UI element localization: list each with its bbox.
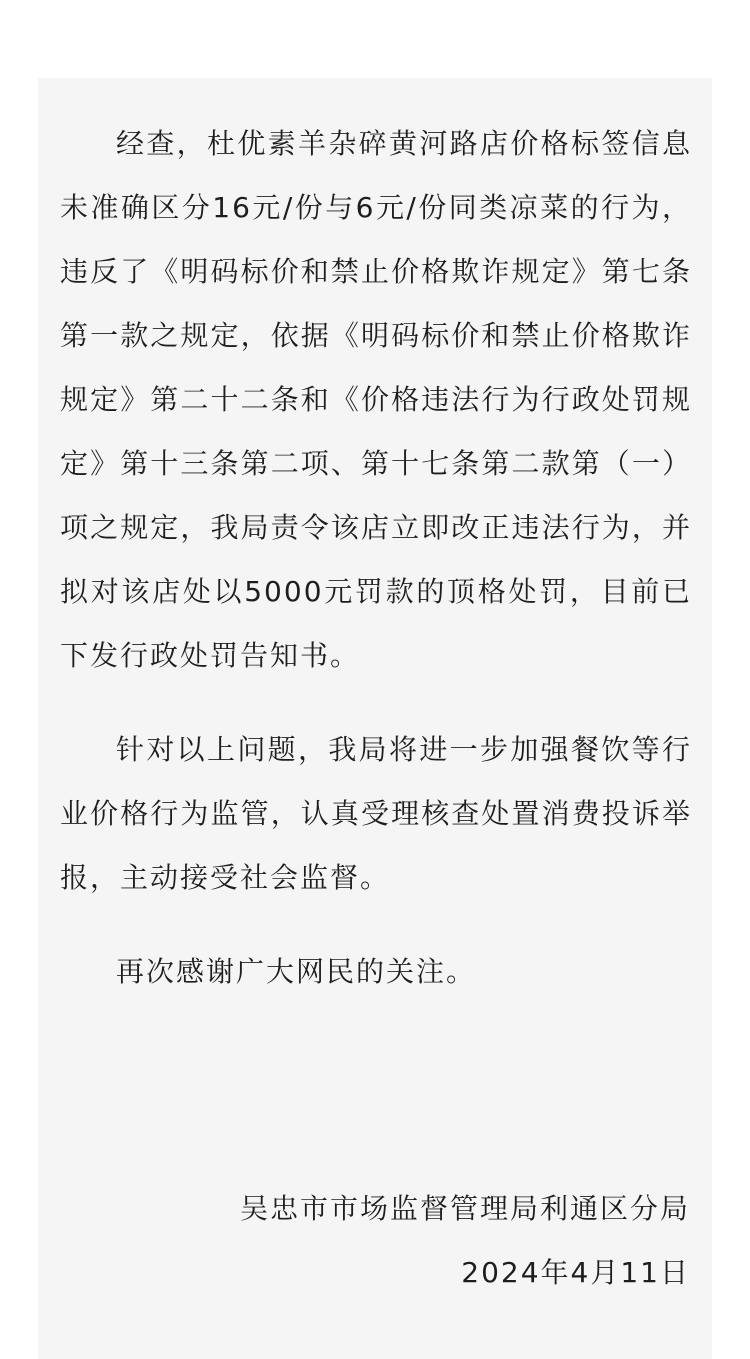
signature-block bbox=[240, 1177, 690, 1305]
paragraph-thanks: 再次感谢广大网民的关注。 bbox=[116, 955, 477, 988]
issue-date: 2024年4月11日 bbox=[461, 1256, 690, 1289]
issuing-organization: 吴忠市市场监督管理局利通区分局 bbox=[239, 1192, 690, 1225]
paragraph-investigation: 经查，杜优素羊杂碎黄河路店价格标签信息未准确区分16元/份与6元/份同类凉菜的行为，违反了《明码标价和禁止价格欺诈规定》第七条第一款之规定，依据《明码标价和禁止价格欺诈规定》第二十二条和《价格违法行为行政处罚规定》第十三条第二项、第十七条第二款第（一）项之规定，我局责令该店立即改正违法行为，并拟对该店处以5000元罚款的顶格处罚，目前已下发行政处罚告知书。 bbox=[60, 127, 692, 672]
notice-body bbox=[60, 112, 692, 1004]
notice-card bbox=[38, 78, 712, 1359]
paragraph-measures: 针对以上问题，我局将进一步加强餐饮等行业价格行为监管，认真受理核查处置消费投诉举报，主动接受社会监督。 bbox=[60, 733, 692, 894]
